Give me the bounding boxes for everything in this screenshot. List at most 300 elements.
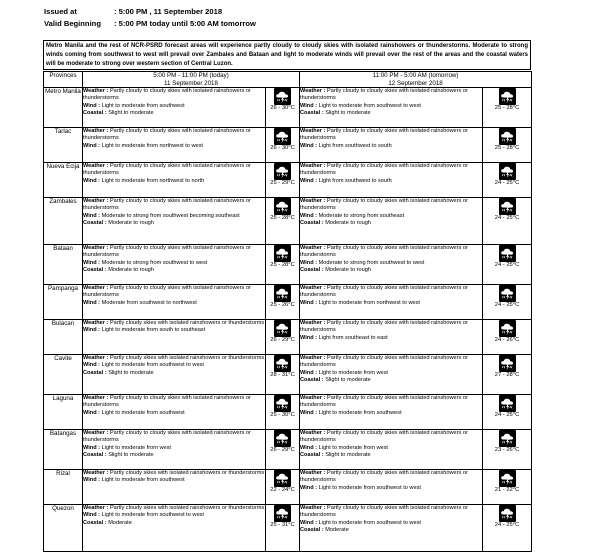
period2-forecast [300,320,483,355]
period2-icon-cell [483,88,532,128]
wind-label: Wind : [83,212,101,219]
coastal-line [300,267,482,274]
weather-value: Partly cloudy to cloudy skies with isolated rainshowers or thunderstorms [300,470,468,484]
province-name: Rizal [44,470,83,505]
period2-date: 12 September 2018 [388,79,443,87]
temperature-range: 27 - 28°C [494,372,520,379]
temperature-range: 25 - 30°C [270,412,295,419]
weather-label: Weather : [300,470,326,477]
period2-forecast [300,88,483,128]
period2-icon-cell [483,245,532,285]
coastal-value: Slight to moderate [325,452,371,459]
cloud-rain-lightning-icon [499,285,516,302]
temperature-range: 22 - 24°C [270,487,295,494]
wind-line [300,520,482,527]
temperature-range: 24 - 25°C [494,522,520,529]
period1-forecast [83,163,266,198]
period1-icon-cell [266,430,300,470]
weather-value: Partly cloudy to cloudy skies with isolated rainshowers or thunderstorms [300,198,468,212]
weather-label: Weather : [300,88,326,95]
wind-label: Wind : [83,299,101,306]
weather-value: Partly cloudy to cloudy skies with isolated rainshowers or thunderstorms [300,505,468,519]
period1-forecast [83,285,266,320]
coastal-line [300,110,482,117]
wind-value: Light to moderate from west [318,369,388,376]
province-name: Laguna [44,395,83,430]
table-row [44,128,532,163]
table-row [44,505,532,552]
weather-label: Weather : [83,285,109,292]
weather-line [300,355,482,370]
wind-line [83,362,265,369]
table-row [44,163,532,198]
coastal-label: Coastal : [83,452,107,459]
province-name: Batangas [44,430,83,470]
weather-value: Partly cloudy to cloudy skies with isolated rainshowers or thunderstorms [83,128,251,142]
period1-icon-cell [266,395,300,430]
wind-line [83,103,265,110]
table-row [44,88,532,128]
weather-value: Partly cloudy skies with isolated rainshowers or thunderstorms [109,505,265,512]
period2-forecast [300,245,483,285]
weather-line [300,245,482,260]
weather-label: Weather : [83,163,109,170]
table-row [44,320,532,355]
cloud-rain-lightning-icon [499,245,516,262]
coastal-value: Moderate to rough [325,220,371,227]
coastal-value: Moderate to rough [325,267,371,274]
coastal-label: Coastal : [83,110,107,117]
temperature-range: 25 - 28°C [270,215,295,222]
coastal-value: Moderate [108,519,132,526]
period1-forecast [83,320,266,355]
period1-forecast [83,128,266,163]
temperature-range: 24 - 25°C [494,412,520,419]
wind-label: Wind : [83,259,101,266]
weather-line [83,88,265,103]
wind-value: Light to moderate from south to southeast [101,327,206,334]
wind-value: Light to moderate from southwest to west [101,512,204,519]
temperature-range: 26 - 30°C [270,145,295,152]
weather-label: Weather : [300,505,326,512]
wind-line [300,143,482,150]
wind-line [300,410,482,417]
period1-icon-cell [266,470,300,505]
period1-forecast [83,505,266,552]
coastal-value: Slight to moderate [108,369,154,376]
coastal-value: Slight to moderate [325,110,371,117]
wind-label: Wind : [300,444,318,451]
weather-label: Weather : [83,355,109,362]
weather-value: Partly cloudy to cloudy skies with isolated rainshowers or thunderstorms [300,395,468,409]
coastal-line [83,520,265,527]
weather-value: Partly cloudy to cloudy skies with isolated rainshowers or thunderstorms [83,198,251,212]
weather-line [300,395,482,410]
coastal-label: Coastal : [300,377,324,384]
cloud-rain-lightning-icon [274,470,291,487]
period1-icon-cell [266,505,300,552]
cloud-rain-lightning-icon [274,395,291,412]
weather-label: Weather : [300,128,326,135]
issue-info [44,6,256,30]
period2-forecast [300,395,483,430]
provinces-header: Provinces [44,72,83,88]
province-name: Quezon [44,505,83,552]
weather-label: Weather : [83,430,109,437]
wind-line [300,260,482,267]
cloud-rain-lightning-icon [499,88,516,105]
wind-value: Light from southwest to south [318,177,392,184]
temperature-range: 25 - 29°C [270,180,295,187]
coastal-value: Moderate to rough [108,267,154,274]
coastal-line [300,527,482,534]
weather-value: Partly cloudy to cloudy skies with isolated rainshowers or thunderstorms [83,285,251,299]
coastal-label: Coastal : [300,110,324,117]
weather-label: Weather : [300,355,326,362]
valid-line [44,18,256,30]
weather-value: Partly cloudy to cloudy skies with isolated rainshowers or thunderstorms [300,163,468,177]
period2-header [300,72,532,88]
wind-value: Light to moderate from southwest to west [318,484,421,491]
wind-value: Light to moderate from southwest to west [318,519,421,526]
period2-forecast [300,285,483,320]
weather-value: Partly cloudy skies with isolated rainshowers or thunderstorms [109,470,265,477]
coastal-label: Coastal : [83,267,107,274]
wind-label: Wind : [83,362,101,369]
weather-label: Weather : [300,395,326,402]
forecast-rows [44,88,532,552]
wind-value: Light to moderate from northwest to west [318,299,420,306]
wind-value: Light to moderate from west [101,444,171,451]
coastal-line [300,220,482,227]
period2-icon-cell [483,355,532,395]
table-row [44,355,532,395]
weather-value: Partly cloudy to cloudy skies with isolated rainshowers or thunderstorms [83,245,251,259]
province-name: Bulacan [44,320,83,355]
wind-line [300,335,482,342]
wind-label: Wind : [300,519,318,526]
weather-value: Partly cloudy skies with isolated rainshowers or thunderstorms [109,320,265,327]
wind-line [83,512,265,519]
wind-value: Moderate to strong from southwest to west [101,259,208,266]
temperature-range: 21 - 22°C [494,487,520,494]
wind-line [300,445,482,452]
coastal-label: Coastal : [300,267,324,274]
province-name: Nueva Ecija [44,163,83,198]
wind-value: Light to moderate from southwest [101,409,185,416]
period2-icon-cell [483,320,532,355]
cloud-rain-lightning-icon [499,430,516,447]
coastal-line [300,377,482,384]
period2-forecast [300,198,483,245]
period1-forecast [83,355,266,395]
period2-icon-cell [483,128,532,163]
wind-label: Wind : [300,409,318,416]
temperature-range: 24 - 25°C [494,302,520,309]
wind-label: Wind : [300,102,318,109]
weather-value: Partly cloudy to cloudy skies with isolated rainshowers or thunderstorms [300,245,468,259]
wind-value: Light to moderate from northwest to west [101,142,203,149]
wind-label: Wind : [300,259,318,266]
weather-label: Weather : [300,198,326,205]
period2-icon-cell [483,163,532,198]
weather-line [300,320,482,335]
temperature-range: 24 - 25°C [494,262,520,269]
coastal-label: Coastal : [300,527,324,534]
coastal-line [83,267,265,274]
weather-value: Partly cloudy to cloudy skies with isolated rainshowers or thunderstorms [300,320,468,334]
weather-line [300,128,482,143]
wind-label: Wind : [300,369,318,376]
weather-line [83,505,265,512]
weather-line [83,245,265,260]
period2-icon-cell [483,505,532,552]
period1-header [83,72,300,88]
weather-label: Weather : [83,320,109,327]
temperature-range: 24 - 26°C [494,337,520,344]
period1-icon-cell [266,163,300,198]
wind-value: Light from southwest to south [318,142,392,149]
cloud-rain-lightning-icon [274,128,291,145]
province-name: Pampanga [44,285,83,320]
wind-value: Moderate to strong from southwest to west [318,259,425,266]
wind-label: Wind : [83,327,101,334]
period1-forecast [83,198,266,245]
weather-line [83,430,265,445]
weather-line [83,395,265,410]
wind-label: Wind : [83,142,101,149]
wind-label: Wind : [83,512,101,519]
weather-line [83,198,265,213]
wind-line [300,300,482,307]
period1-date: 11 September 2018 [164,79,218,87]
period1-icon-cell [266,355,300,395]
period1-forecast [83,395,266,430]
period2-icon-cell [483,430,532,470]
cloud-rain-lightning-icon [274,355,291,372]
wind-label: Wind : [300,299,318,306]
cloud-rain-lightning-icon [499,470,516,487]
temperature-range: 23 - 26°C [494,447,520,454]
temperature-range: 25 - 28°C [270,262,295,269]
period2-forecast [300,470,483,505]
period2-icon-cell [483,285,532,320]
temperature-range: 25 - 28°C [494,145,520,152]
period1-icon-cell [266,245,300,285]
weather-line [83,128,265,143]
province-name: Tarlac [44,128,83,163]
period1-forecast [83,470,266,505]
cloud-rain-lightning-icon [274,430,291,447]
weather-line [300,505,482,520]
wind-value: Light to moderate from southwest [318,409,402,416]
coastal-value: Moderate to rough [108,220,154,227]
wind-label: Wind : [300,484,318,491]
wind-line [300,370,482,377]
period1-icon-cell [266,128,300,163]
weather-label: Weather : [300,430,326,437]
weather-label: Weather : [300,320,326,327]
period2-time: 11:00 PM - 5:00 AM (tomorrow) [372,72,459,79]
wind-label: Wind : [300,334,318,341]
wind-label: Wind : [300,212,318,219]
issued-line [44,6,256,18]
period2-icon-cell [483,198,532,245]
weather-line [83,320,265,327]
table-row [44,245,532,285]
coastal-label: Coastal : [300,452,324,459]
weather-line [83,355,265,362]
period1-time: 5:00 PM - 11:00 PM (today) [153,72,229,79]
coastal-value: Moderate [325,527,349,534]
weather-value: Partly cloudy to cloudy skies with isolated rainshowers or thunderstorms [300,88,468,102]
wind-value: Moderate to strong from southeast [318,212,405,219]
wind-label: Wind : [83,177,101,184]
weather-value: Partly cloudy to cloudy skies with isolated rainshowers or thunderstorms [300,430,468,444]
period2-forecast [300,128,483,163]
wind-label: Wind : [300,142,318,149]
weather-label: Weather : [300,245,326,252]
weather-line [300,285,482,300]
cloud-rain-lightning-icon [274,505,291,522]
wind-value: Light to moderate from southwest [101,477,185,484]
period2-icon-cell [483,395,532,430]
weather-label: Weather : [83,88,109,95]
wind-line [300,178,482,185]
weather-label: Weather : [83,128,109,135]
coastal-label: Coastal : [83,220,107,227]
temperature-range: 26 - 29°C [270,447,295,454]
wind-line [83,410,265,417]
cloud-rain-lightning-icon [499,128,516,145]
cloud-rain-lightning-icon [499,198,516,215]
weather-label: Weather : [83,395,109,402]
period1-icon-cell [266,88,300,128]
table-row [44,470,532,505]
temperature-range: 25 - 31°C [270,522,295,529]
wind-value: Light to moderate from southwest [101,102,185,109]
forecast-table [43,71,532,552]
weather-line [300,430,482,445]
cloud-rain-lightning-icon [499,163,516,180]
cloud-rain-lightning-icon [499,320,516,337]
cloud-rain-lightning-icon [274,320,291,337]
weather-value: Partly cloudy to cloudy skies with isolated rainshowers or thunderstorms [83,395,251,409]
cloud-rain-lightning-icon [499,505,516,522]
table-row [44,430,532,470]
coastal-value: Slight to moderate [325,377,371,384]
wind-value: Light to moderate from southwest to west [101,362,204,369]
weather-line [83,163,265,178]
coastal-line [83,370,265,377]
coastal-label: Coastal : [83,519,107,526]
weather-label: Weather : [83,505,109,512]
valid-value: : 5:00 PM today until 5:00 AM tomorrow [114,19,256,28]
province-name: Cavite [44,355,83,395]
weather-value: Partly cloudy to cloudy skies with isolated rainshowers or thunderstorms [83,88,251,102]
coastal-line [83,220,265,227]
table-row [44,198,532,245]
wind-line [83,445,265,452]
weather-value: Partly cloudy to cloudy skies with isolated rainshowers or thunderstorms [83,163,251,177]
period1-forecast [83,430,266,470]
cloud-rain-lightning-icon [274,285,291,302]
wind-value: Moderate from southwest to northwest [101,299,197,306]
period1-icon-cell [266,198,300,245]
wind-value: Light from southeast to east [318,334,388,341]
period2-forecast [300,505,483,552]
weather-value: Partly cloudy to cloudy skies with isolated rainshowers or thunderstorms [300,355,468,369]
coastal-line [83,110,265,117]
province-name: Bataan [44,245,83,285]
forecast-summary: Metro Manila and the rest of NCR-PSRD forecast areas will experience partly cloudy to cloudy skies with isolated rainshowers or thunderstorms. Moderate to strong winds coming from southwest to west will prevail over Zambales and Bataan and light to moderate winds will prevail over the rest of the areas and the coastal waters will be moderate to strong over western section of Central Luzon. [43,40,531,70]
wind-value: Moderate to strong from southwest becoming southeast [101,212,240,219]
wind-label: Wind : [83,477,101,484]
period2-forecast [300,430,483,470]
weather-label: Weather : [83,470,109,477]
wind-value: Light to moderate from west [318,444,388,451]
wind-label: Wind : [83,409,101,416]
cloud-rain-lightning-icon [499,395,516,412]
temperature-range: 26 - 29°C [270,337,295,344]
temperature-range: 25 - 28°C [494,105,520,112]
weather-value: Partly cloudy skies with isolated rainshowers or thunderstorms [109,355,265,362]
wind-line [83,143,265,150]
weather-line [300,470,482,485]
weather-line [300,163,482,178]
temperature-range: 24 - 25°C [494,180,520,187]
province-name: Metro Manila [44,88,83,128]
province-name: Zambales [44,198,83,245]
coastal-label: Coastal : [300,220,324,227]
period1-icon-cell [266,285,300,320]
coastal-value: Slight to moderate [108,452,154,459]
wind-line [300,103,482,110]
period1-icon-cell [266,320,300,355]
wind-label: Wind : [300,177,318,184]
period1-forecast [83,245,266,285]
temperature-range: 25 - 26°C [270,302,295,309]
weather-line [83,470,265,477]
valid-label: Valid Beginning [44,19,101,28]
wind-line [83,300,265,307]
table-row [44,395,532,430]
weather-value: Partly cloudy to cloudy skies with isolated rainshowers or thunderstorms [300,285,468,299]
wind-line [83,477,265,484]
weather-label: Weather : [83,198,109,205]
wind-line [83,178,265,185]
temperature-range: 28 - 31°C [270,372,295,379]
cloud-rain-lightning-icon [274,245,291,262]
weather-label: Weather : [300,163,326,170]
weather-line [300,198,482,213]
period1-forecast [83,88,266,128]
issued-value: : 5:00 PM , 11 September 2018 [114,7,223,16]
weather-label: Weather : [83,245,109,252]
period2-forecast [300,355,483,395]
coastal-value: Slight to moderate [108,110,154,117]
weather-line [83,285,265,300]
coastal-label: Coastal : [83,369,107,376]
wind-value: Light to moderate from northwest to north [101,177,205,184]
wind-line [300,485,482,492]
wind-line [83,260,265,267]
period2-forecast [300,163,483,198]
table-row [44,285,532,320]
weather-label: Weather : [300,285,326,292]
period2-icon-cell [483,470,532,505]
wind-label: Wind : [83,444,101,451]
